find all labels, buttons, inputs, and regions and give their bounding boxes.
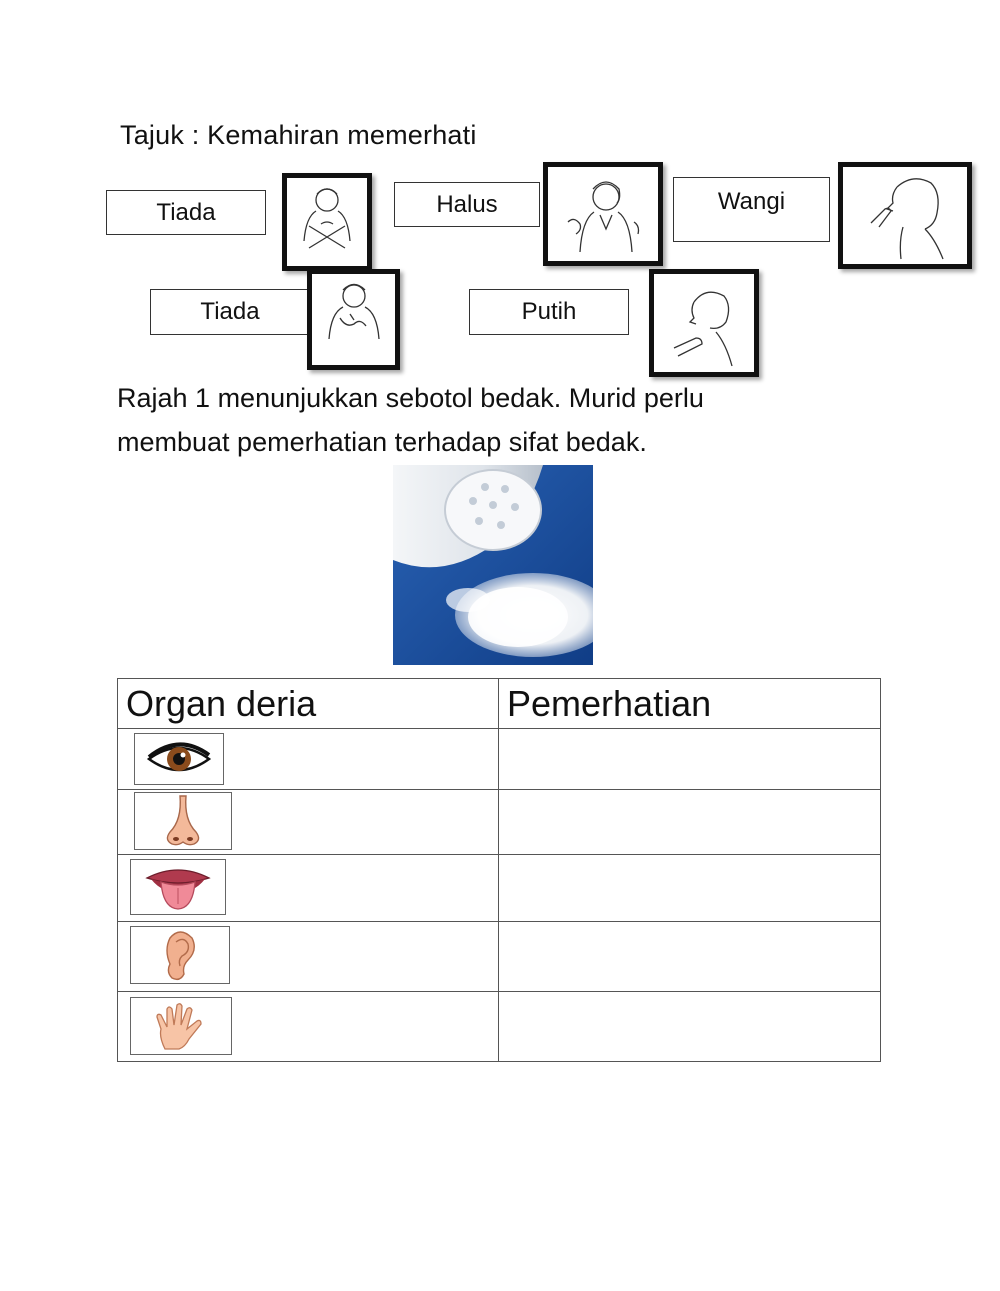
table-row: [118, 922, 881, 992]
sign-rub-fingers-icon[interactable]: [543, 162, 663, 266]
observation-cell[interactable]: [499, 992, 881, 1062]
word-box-wangi[interactable]: Wangi: [673, 177, 830, 242]
word-box-halus[interactable]: Halus: [394, 182, 540, 227]
eye-icon: [134, 733, 224, 785]
instruction-line-1: Rajah 1 menunjukkan sebotol bedak. Murid perlu: [117, 383, 704, 413]
observation-cell[interactable]: [499, 855, 881, 922]
table-row: [118, 729, 881, 790]
organ-cell: [118, 729, 499, 790]
word-box-putih[interactable]: Putih: [469, 289, 629, 335]
header-organ-deria: Organ deria: [118, 679, 499, 729]
table-header-row: [118, 679, 881, 729]
sign-white-icon[interactable]: [649, 269, 759, 377]
observation-table: [117, 678, 881, 1062]
organ-cell: [118, 855, 499, 922]
instruction-paragraph: [117, 376, 817, 464]
observation-cell[interactable]: [499, 790, 881, 855]
instruction-line-2: membuat pemerhatian terhadap sifat bedak.: [117, 427, 647, 457]
header-pemerhatian: Pemerhatian: [499, 679, 881, 729]
organ-cell: [118, 992, 499, 1062]
observation-cell[interactable]: [499, 729, 881, 790]
word-box-tiada-2[interactable]: Tiada: [150, 289, 310, 335]
tongue-icon: [130, 859, 226, 915]
sign-crossed-arms-2-icon[interactable]: [307, 269, 400, 370]
page-title: Tajuk : Kemahiran memerhati: [120, 120, 477, 150]
word-box-tiada-1[interactable]: Tiada: [106, 190, 266, 235]
table-row: [118, 992, 881, 1062]
sign-crossed-arms-icon[interactable]: [282, 173, 372, 271]
sign-smell-icon[interactable]: [838, 162, 972, 269]
observation-cell[interactable]: [499, 922, 881, 992]
talcum-powder-bottle-image: [393, 465, 593, 665]
nose-icon: [134, 792, 232, 850]
hand-icon: [130, 997, 232, 1055]
table-row: [118, 855, 881, 922]
table-row: [118, 790, 881, 855]
ear-icon: [130, 926, 230, 984]
organ-cell: [118, 922, 499, 992]
organ-cell: [118, 790, 499, 855]
